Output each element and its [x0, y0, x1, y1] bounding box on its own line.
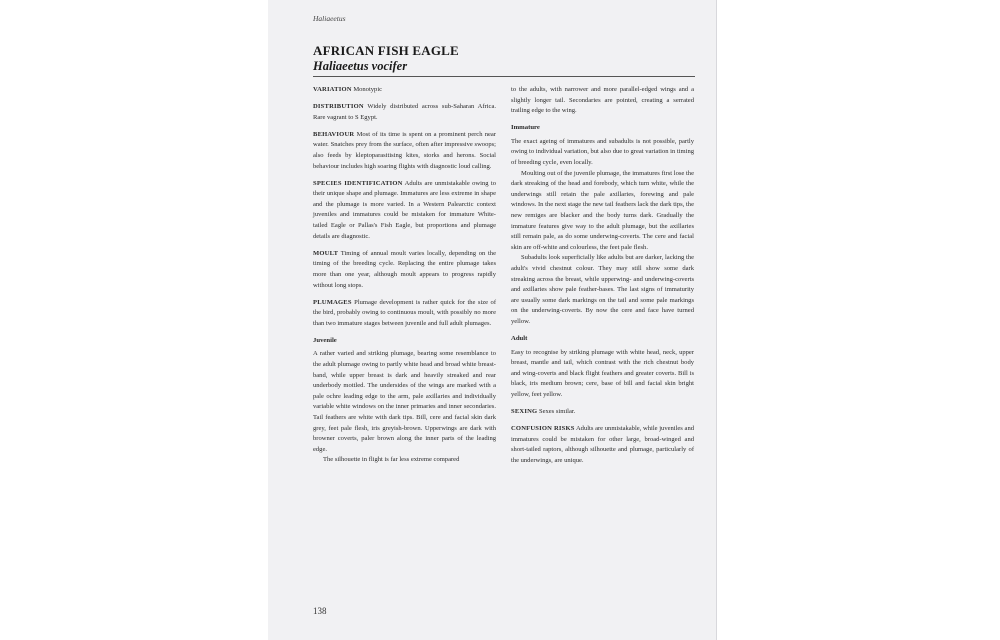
- page-number: 138: [313, 606, 327, 616]
- right-column: [511, 85, 694, 473]
- species-identification-text: Adults are unmistakable owing to their unique shape and plumage. Immatures are less extreme in shape and the plumage is more varied. In a Western Palearctic context juveniles and immatures could be mistaken for immature White-tailed Eagle or Pallas's Fish Eagle, but proportions and plumage details are diagnostic.: [313, 179, 496, 240]
- moult-section: [313, 249, 496, 291]
- juvenile-text: A rather varied and striking plumage, bearing some resemblance to the adult plumage owing to partly white head and broad white breast-band, while upper breast is dark and heavily streaked and rear underbody mottled. The undersides of the wings are marked with a pale ochre leading edge to the arm, pale axillaries and individually variable white windows on the inner primaries and inner secondaries. Tail feathers are white with dark tips. Bill, cere and facial skin dark grey, feet pale flesh, iris greyish-brown. Upperwings are dark with browner coverts, paler brown along the inner parts of the leading edge.: [313, 350, 496, 453]
- immature-heading: Immature: [511, 124, 540, 132]
- immature-text-3: Subadults look superficially like adults but are darker, lacking the adult's vivid chestnut colour. They may still show some dark streaking across the breast, while upperwing- and underwing-coverts and axillaries show pale feather-bases. The last signs of immaturity are usually some dark markings on the tail and some pale markings on the underwing-coverts. By now the cere and face have turned yellow.: [511, 254, 694, 325]
- running-head: Haliaeetus: [313, 14, 346, 23]
- juvenile-continued: to the adults, with narrower and more parallel-edged wings and a slightly longer tail. Secondaries are pointed, creating a serrated trailing edge to the wing.: [511, 86, 694, 115]
- confusion-risks-heading: CONFUSION RISKS: [511, 425, 575, 433]
- distribution-heading: DISTRIBUTION: [313, 103, 364, 111]
- variation-heading: VARIATION: [313, 86, 352, 93]
- sexing-section: [511, 407, 694, 418]
- plumages-text: Plumage development is rather quick for the size of the bird, probably owing to continuous moult, with possibly no more than two immature stages between juvenile and full adult plumages.: [313, 298, 497, 327]
- book-page: [268, 0, 716, 640]
- behaviour-heading: BEHAVIOUR: [313, 130, 355, 138]
- sexing-text: Sexes similar.: [538, 408, 576, 416]
- species-identification-heading: SPECIES IDENTIFICATION: [313, 179, 403, 187]
- confusion-risks-text: Adults are unmistakable, while juveniles and immatures could be mistaken for other large, broad-winged and short-tailed raptors, although silhouette and plumage, particularly of the underwings, are unique.: [511, 425, 694, 464]
- plumages-section: [313, 298, 496, 330]
- adult-heading: Adult: [511, 335, 528, 343]
- distribution-text: Widely distributed across sub-Saharan Africa. Rare vagrant to S Egypt.: [313, 103, 496, 121]
- adult-text: Easy to recognise by striking plumage with white head, neck, upper breast, mantle and tail, which contrast with the rich chestnut body and wing-coverts and black flight feathers and greater coverts. Bill is black, iris medium brown; cere, base of bill and facial skin bright yellow, feet yellow.: [511, 348, 694, 399]
- behaviour-section: [313, 130, 496, 172]
- immature-text-1: The exact ageing of immatures and subadults is not possible, partly owing to individual variation, but also due to great variation in timing of breeding cycle, even locally.: [511, 137, 694, 167]
- immature-text-2: Moulting out of the juvenile plumage, the immatures first lose the dark streaking of the head and forebody, which turn white, while the underwings still retain the pale axillaries, forewing and pale windows. In the next stage the new tail feathers lack the dark tips, the new remiges are blacker and the body turns dark. Gradually the immature features give way to the adult plumage, but the axillaries still remain pale, as do some underwing-coverts. The cere and facial skin are off-white and colourless, the feet pale flesh.: [511, 169, 694, 251]
- juvenile-text-2: The silhouette in flight is far less extreme compared: [323, 456, 460, 464]
- variation-text: Monotypic: [353, 86, 383, 93]
- title-rule: [313, 76, 695, 77]
- confusion-risks-section: [511, 424, 694, 466]
- scientific-name: Haliaeetus vocifer: [313, 59, 408, 73]
- species-identification-section: [313, 179, 496, 243]
- moult-text: Timing of annual moult varies locally, depending on the timing of the breeding cycle. Replacing the entire plumage takes more than one year, although moult appears to progress rapidly without long stops.: [313, 249, 496, 289]
- moult-heading: MOULT: [313, 249, 339, 257]
- sexing-heading: SEXING: [511, 408, 538, 416]
- behaviour-text: Most of its time is spent on a prominent perch near water. Snatches prey from the surface, often after impressive swoops; also feeds by kleptoparasitising kites, storks and herons. Social behaviour includes high soaring flights with diagnostic loud calling.: [313, 130, 496, 170]
- page-title: AFRICAN FISH EAGLE: [313, 43, 459, 58]
- distribution-section: [313, 102, 496, 123]
- variation-section: [313, 85, 496, 96]
- left-column: [313, 85, 496, 466]
- plumages-heading: PLUMAGES: [313, 298, 352, 306]
- juvenile-heading: Juvenile: [313, 336, 337, 344]
